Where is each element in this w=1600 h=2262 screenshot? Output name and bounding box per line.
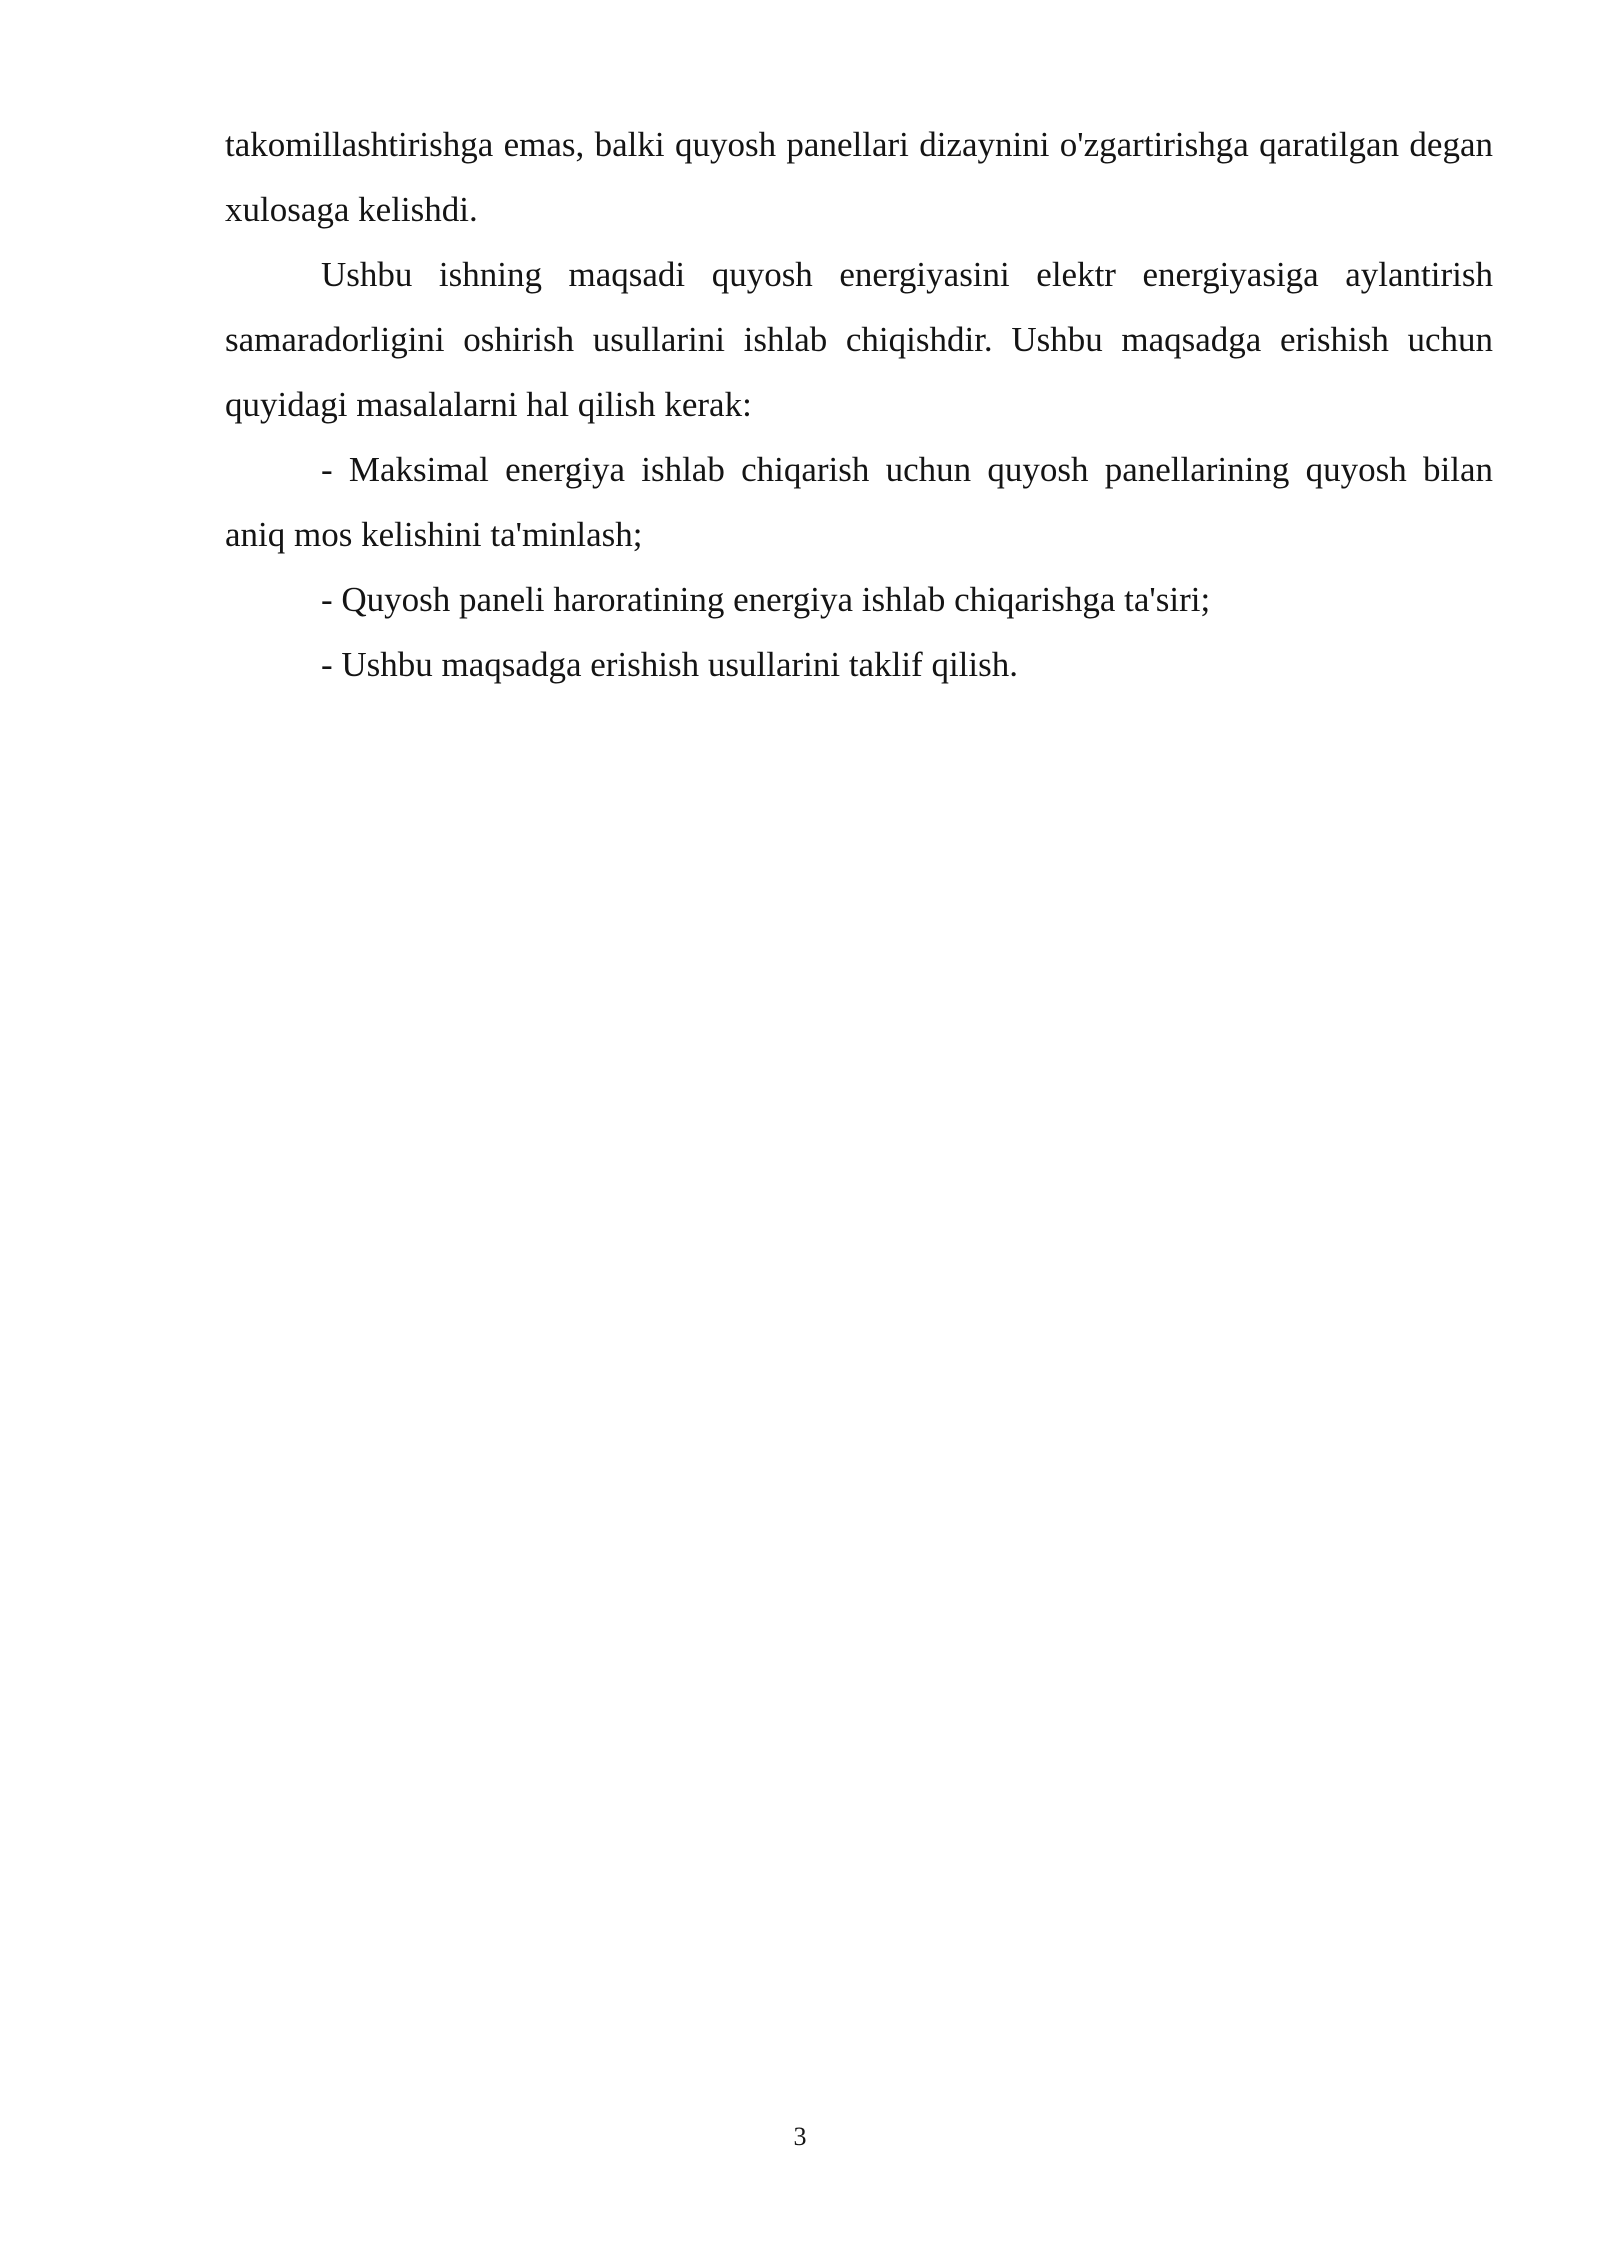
list-item-task-methods: - Ushbu maqsadga erishish usullarini taklif qilish. xyxy=(321,645,1018,684)
list-item-task-alignment: - Maksimal energiya ishlab chiqarish uchun quyosh panellarining quyosh bilan aniq mos kelishini ta'minlash; xyxy=(225,450,1493,554)
page-body xyxy=(225,112,1493,697)
list-item-task-temperature: - Quyosh paneli haroratining energiya ishlab chiqarishga ta'siri; xyxy=(321,580,1211,619)
page-number: 3 xyxy=(793,2122,807,2151)
paragraph-goal: Ushbu ishning maqsadi quyosh energiyasini elektr energiyasiga aylantirish samaradorligini oshirish usullarini ishlab chiqishdir. Ushbu maqsadga erishish uchun quyidagi masalalarni hal qilish kerak: xyxy=(225,255,1493,424)
paragraph-continuation: takomillashtirishga emas, balki quyosh panellari dizaynini o'zgartirishga qaratilgan degan xulosaga kelishdi. xyxy=(225,125,1493,229)
